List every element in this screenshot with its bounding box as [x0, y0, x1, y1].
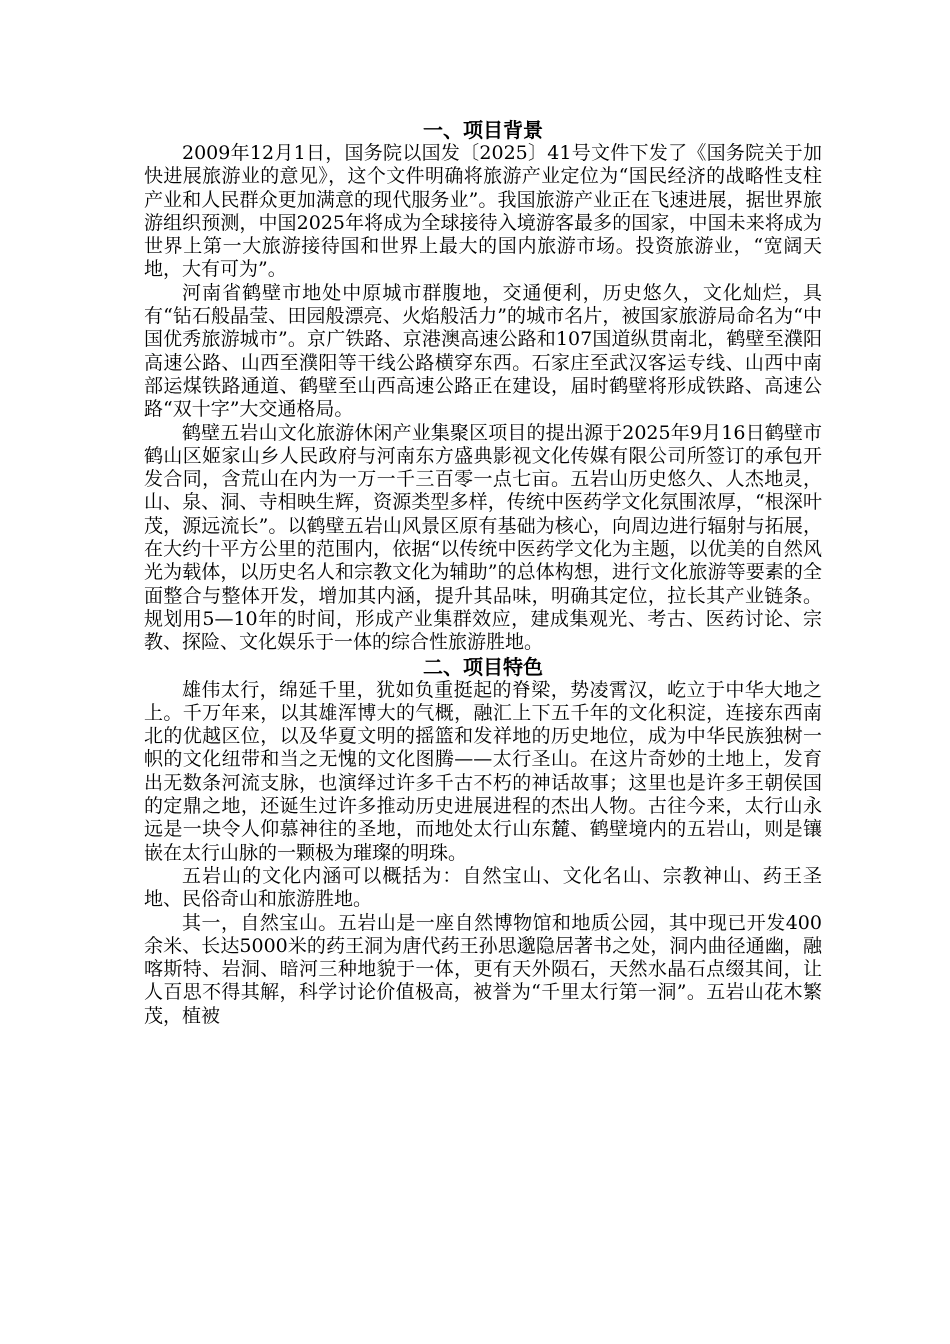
paragraph-background-1: 2009年12月1日，国务院以国发〔2025〕41号文件下发了《国务院关于加快进展旅游业的意见》，这个文件明确将旅游产业定位为“国民经济的战略性支柱产业和人民群众更加满意的现代服务业”。我国旅游产业正在飞速进展，据世界旅游组织预测，中国2025年将成为全球接待入境游客最多的国家，中国未来将成为世界上第一大旅游接待国和世界上最大的国内旅游市场。投资旅游业，“宽阔天地，大有可为”。 [144, 142, 822, 281]
paragraph-features-1: 雄伟太行，绵延千里，犹如负重挺起的脊梁，势凌霄汉，屹立于中华大地之上。千万年来，以其雄浑博大的气概，融汇上下五千年的文化积淀，连接东西南北的优越区位，以及华夏文明的摇篮和发祥地的历史地位，成为中华民族独树一帜的文化纽带和当之无愧的文化图腾——太行圣山。在这片奇妙的土地上，发育出无数条河流支脉，也演绎过许多千古不朽的神话故事；这里也是许多王朝侯国的定鼎之地，还诞生过许多推动历史进展进程的杰出人物。古往今来，太行山永远是一块令人仰慕神往的圣地，而地处太行山东麓、鹤壁境内的五岩山，则是镶嵌在太行山脉的一颗极为璀璨的明珠。 [144, 678, 822, 864]
section-heading-background: 一、项目背景 [423, 118, 543, 142]
document-page [144, 118, 822, 1028]
section-heading-features: 二、项目特色 [423, 654, 543, 679]
paragraph-background-2: 河南省鹤壁市地处中原城市群腹地，交通便利，历史悠久，文化灿烂，具有“钻石般晶莹、田园般漂亮、火焰般活力”的城市名片，被国家旅游局命名为“中国优秀旅游城市”。京广铁路、京港澳高速公路和107国道纵贯南北，鹤壁至濮阳高速公路、山西至濮阳等干线公路横穿东西。石家庄至武汉客运专线、山西中南部运煤铁路通道、鹤壁至山西高速公路正在建设，届时鹤壁将形成铁路、高速公路“双十字”大交通格局。 [144, 281, 822, 421]
paragraph-features-3: 其一，自然宝山。五岩山是一座自然博物馆和地质公园，其中现已开发400余米、长达5000米的药王洞为唐代药王孙思邈隐居著书之处，洞内曲径通幽，融喀斯特、岩洞、暗河三种地貌于一体，更有天外陨石，天然水晶石点缀其间，让人百思不得其解，科学讨论价值极高，被誉为“千里太行第一洞”。五岩山花木繁茂，植被 [144, 911, 822, 1027]
paragraph-features-2: 五岩山的文化内涵可以概括为：自然宝山、文化名山、宗教神山、药王圣地、民俗奇山和旅游胜地。 [144, 864, 822, 911]
paragraph-background-3: 鹤壁五岩山文化旅游休闲产业集聚区项目的提出源于2025年9月16日鹤壁市鹤山区姬家山乡人民政府与河南东方盛典影视文化传媒有限公司所签订的承包开发合同，含荒山在内为一万一千三百零一点七亩。五岩山历史悠久、人杰地灵，山、泉、洞、寺相映生辉，资源类型多样，传统中医药学文化氛围浓厚，“根深叶茂，源远流长”。以鹤壁五岩山风景区原有基础为核心，向周边进行辐射与拓展，在大约十平方公里的范围内，依据“以传统中医药学文化为主题，以优美的自然风光为载体，以历史名人和宗教文化为辅助”的总体构想，进行文化旅游等要素的全面整合与整体开发，增加其内涵，提升其品味，明确其定位，拉长其产业链条。规划用5—10年的时间，形成产业集群效应，建成集观光、考古、医药讨论、宗教、探险、文化娱乐于一体的综合性旅游胜地。 [144, 421, 822, 654]
